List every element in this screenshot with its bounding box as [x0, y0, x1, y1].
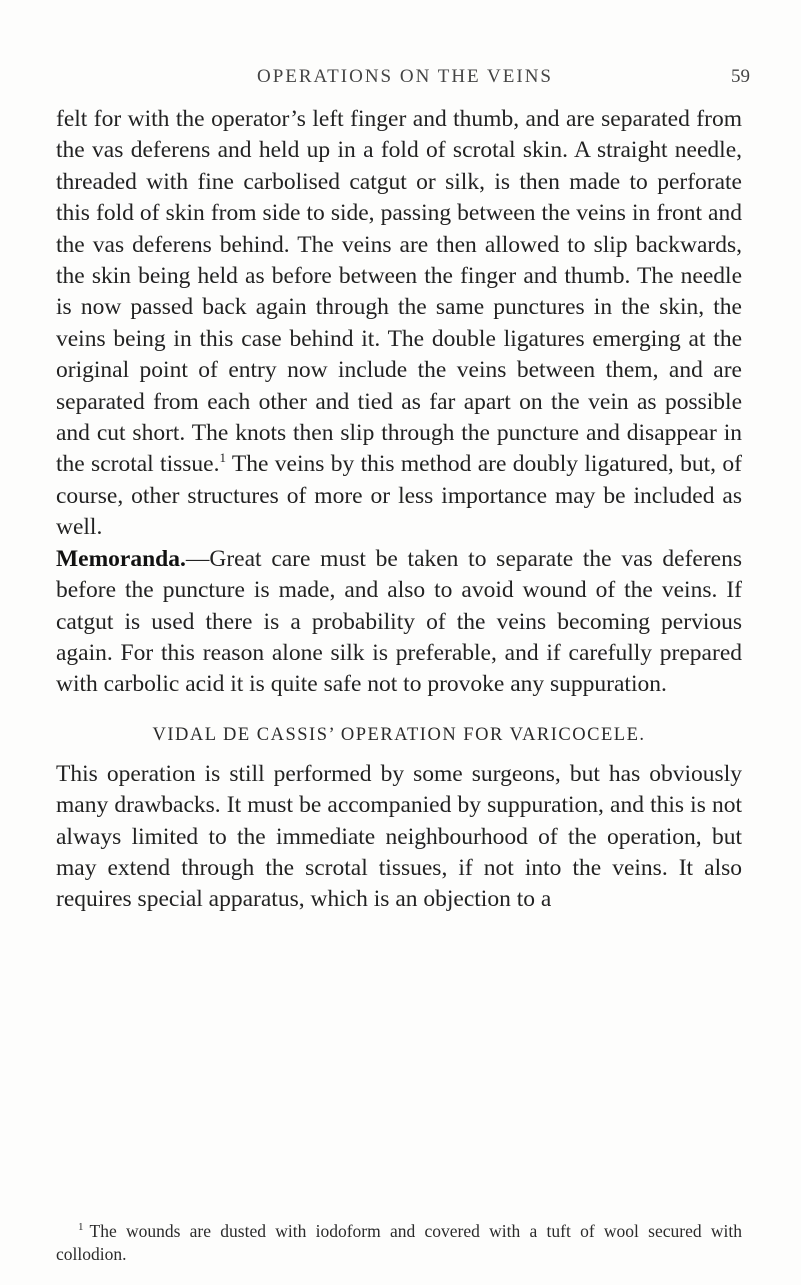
- page-number: 59: [731, 66, 750, 87]
- running-title: OPERATIONS ON THE VEINS: [256, 66, 553, 87]
- paragraph-text: felt for with the operator’s left finger and thumb, and are separated from the vas deferens and held up in a fold of scrotal skin. A straight needle, threaded with fine carbolised catgut or silk, is then made to perforate this fold of skin from side to side, passing between the veins in front and the vas deferens behind. The veins are then allowed to slip backwards, the skin being held as before between the finger and thumb. The needle is now passed back again through the same punctures in the skin, the veins being in this case behind it. The double ligatures emerging at the original point of entry now include the veins between them, and are separated from each other and tied as far apart on the vein as possible and cut short. The knots then slip through the puncture and disappear in the scrotal tissue.: [56, 106, 742, 478]
- body-text: [56, 104, 742, 916]
- paragraph-text-continued: The veins by this method are doubly ligatured, but, of course, other structures of more or less importance may be included as well.: [56, 451, 742, 541]
- footnote-marker: 1: [78, 1221, 84, 1233]
- footnote-text: The wounds are dusted with iodoform and covered with a tuft of wool secured with collodion.: [56, 1220, 742, 1264]
- footnote-reference: 1: [219, 450, 226, 466]
- footnote: [56, 1216, 742, 1266]
- section-heading: VIDAL DE CASSIS’ OPERATION FOR VARICOCELE.: [152, 724, 646, 745]
- paragraph-continued: [56, 104, 742, 544]
- memoranda-label: Memoranda.: [56, 545, 186, 572]
- memoranda-text: —Great care must be taken to separate the vas deferens before the puncture is made, and also to avoid wound of the veins. If catgut is used there is a probability of the veins becoming pervious again. For this reason alone silk is preferable, and if carefully prepared with carbolic acid it is quite safe not to provoke any suppuration.: [56, 545, 742, 698]
- running-head: [60, 62, 750, 92]
- memoranda-paragraph: [56, 544, 742, 701]
- paragraph-vidal: This operation is still performed by some surgeons, but has obviously many drawbacks. It must be accompanied by suppuration, and this is not always limited to the immediate neighbourhood of the operation, but may extend through the scrotal tissues, if not into the veins. It also requires special apparatus, which is an objection to a: [56, 760, 742, 913]
